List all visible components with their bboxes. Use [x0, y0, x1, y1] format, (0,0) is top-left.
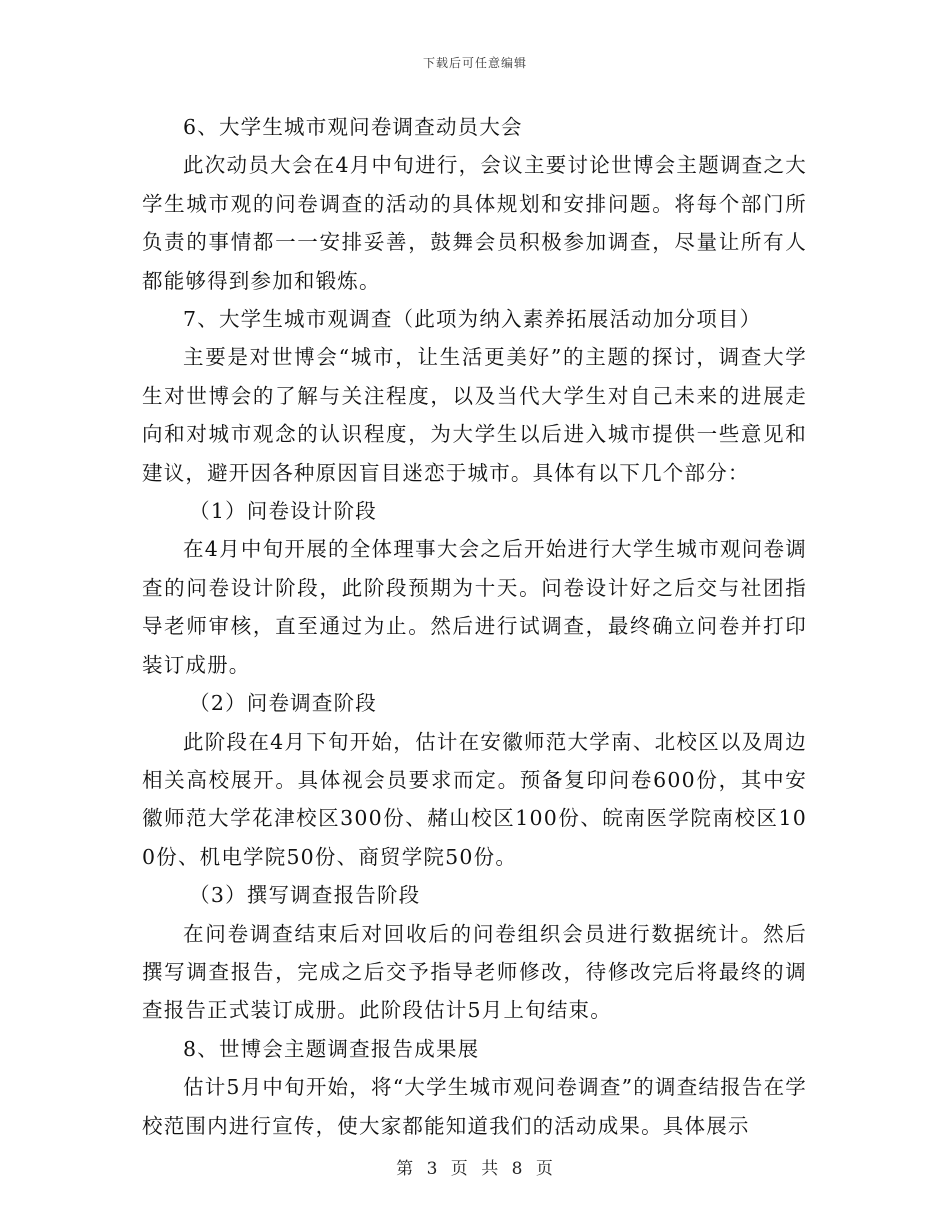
phase-3-title: （3）撰写调查报告阶段 — [189, 883, 421, 908]
document-body — [142, 108, 807, 1145]
phase-3-body: 在问卷调查结束后对回收后的问卷组织会员进行数据统计。然后撰写调查报告，完成之后交予指导老师修改，待修改完后将最终的调查报告正式装订成册。此阶段估计5月上旬结束。 — [142, 921, 807, 1023]
section-8-body: 估计5月中旬开始，将“大学生城市观问卷调查”的调查结报告在学校范围内进行宣传，使大家都能知道我们的活动成果。具体展示 — [142, 1075, 807, 1138]
phase-2-body: 此阶段在4月下旬开始，估计在安徽师范大学南、北校区以及周边相关高校展开。具体视会员要求而定。预备复印问卷600份，其中安徽师范大学花津校区300份、赭山校区100份、皖南医学院南校区100份、机电学院50份、商贸学院50份。 — [142, 729, 807, 869]
section-7-title: 7、大学生城市观调查（此项为纳入素养拓展活动加分项目） — [183, 307, 762, 332]
page-number: 第 3 页 共 8 页 — [396, 1159, 554, 1179]
phase-1-title: （1）问卷设计阶段 — [189, 499, 377, 524]
section-8-title: 8、世博会主题调查报告成果展 — [183, 1036, 480, 1061]
page-header: 下载后可任意编辑 — [422, 56, 527, 70]
phase-2-title: （2）问卷调查阶段 — [189, 691, 377, 716]
section-7-body: 主要是对世博会“城市，让生活更美好”的主题的探讨，调查大学生对世博会的了解与关注程度，以及当代大学生对自己未来的进展走向和对城市观念的认识程度，为大学生以后进入城市提供一些意见和建议，避开因各种原因盲目迷恋于城市。具体有以下几个部分： — [142, 345, 807, 485]
section-6-title: 6、大学生城市观问卷调查动员大会 — [183, 115, 523, 139]
phase-1-body: 在4月中旬开展的全体理事大会之后开始进行大学生城市观问卷调查的问卷设计阶段，此阶段预期为十天。问卷设计好之后交与社团指导老师审核，直至通过为止。然后进行试调查，最终确立问卷并打印装订成册。 — [142, 537, 807, 677]
section-6-body: 此次动员大会在4月中旬进行，会议主要讨论世博会主题调查之大学生城市观的问卷调查的活动的具体规划和安排问题。将每个部门所负责的事情都一一安排妥善，鼓舞会员积极参加调查，尽量让所有人都能够得到参加和锻炼。 — [142, 153, 807, 293]
